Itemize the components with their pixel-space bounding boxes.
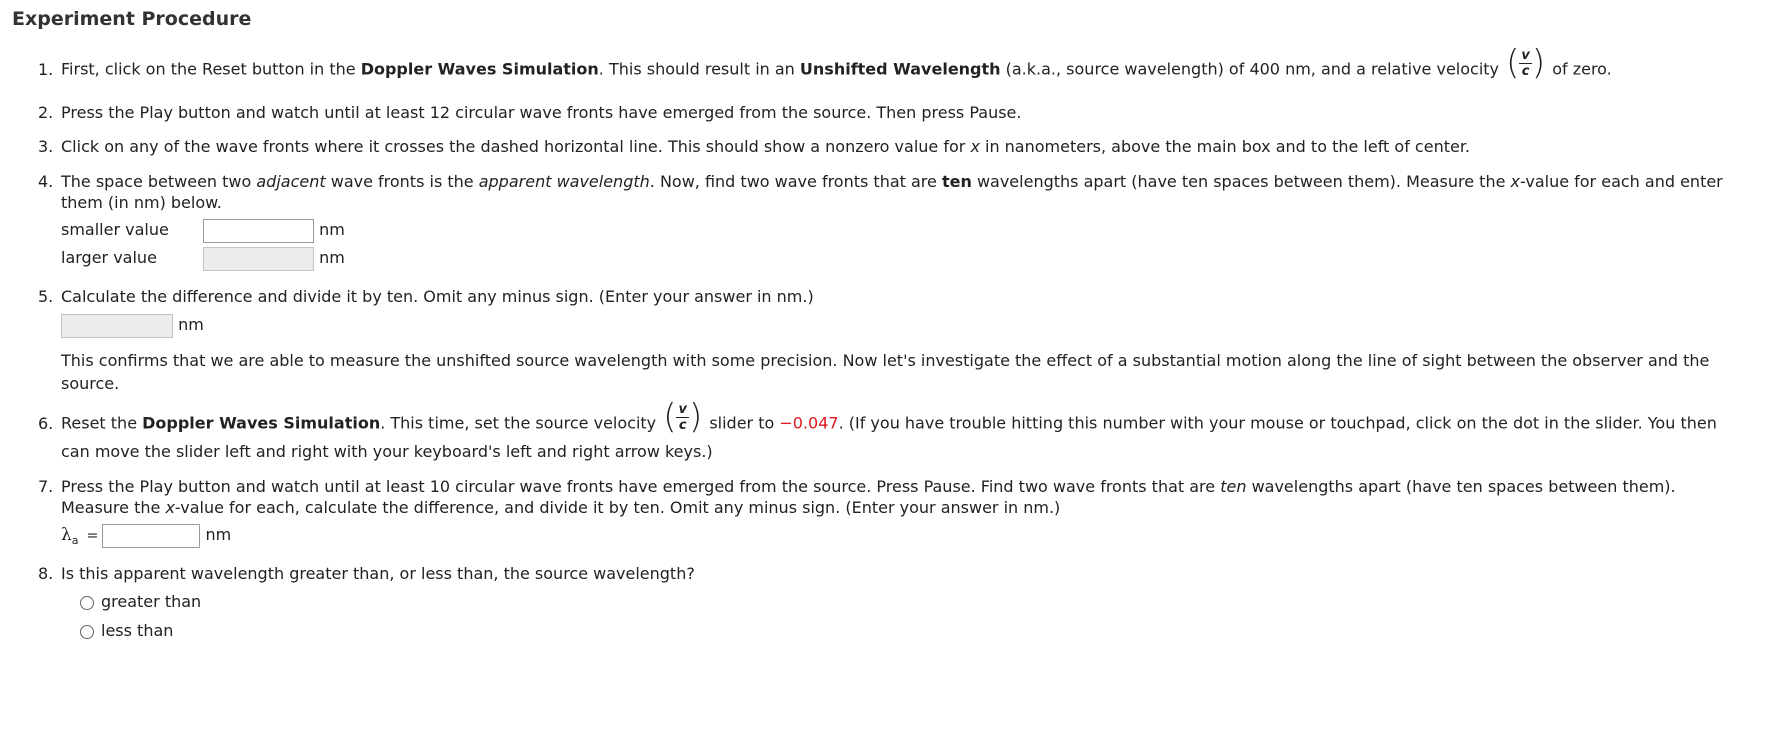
step-1: 1. First, click on the Reset button in the Doppler Waves Simulation. This should result in an Unshifted Wavelength (a.k.a., source wavelength) of 400 nm, and a relative velocity ( $\frac{v}{c}$ ) of zero. <box>38 43 1612 83</box>
radio-greater-than[interactable] <box>80 596 94 610</box>
difference-row <box>61 313 204 338</box>
v-over-c-fraction: ( $\frac{v}{c}$ ) <box>663 397 703 437</box>
unit-label: nm <box>319 248 345 267</box>
larger-value-input[interactable] <box>203 247 314 271</box>
option-greater-than[interactable]: greater than <box>80 590 201 613</box>
step-4: 4. The space between two adjacent wave fronts is the apparent wavelength. Now, find two wave fronts that are ten wavelengths apart (have ten spaces between them). Measure the x-value for each and enter <box>38 172 1723 191</box>
step-7: 7. Press the Play button and watch until at least 10 circular wave fronts have emerged from the source. Press Pause. Find two wave fronts that are ten wavelengths apart (have ten spaces between them). <box>38 477 1676 496</box>
step-3: 3. Click on any of the wave fronts where it crosses the dashed horizontal line. This should show a nonzero value for x in nanometers, above the main box and to the left of center. <box>38 137 1471 156</box>
option-less-than[interactable]: less than <box>80 619 173 642</box>
smaller-value-label: smaller value <box>61 220 169 239</box>
smaller-value-input[interactable] <box>203 219 314 243</box>
sim-name: Doppler Waves Simulation <box>360 59 599 79</box>
smaller-value-row <box>61 218 345 243</box>
target-velocity-value: −0.047 <box>779 413 839 433</box>
larger-value-row <box>61 246 345 271</box>
step-4-line2: them (in nm) below. <box>61 193 222 212</box>
difference-input[interactable] <box>61 314 173 338</box>
lambda-symbol: λ <box>61 525 72 545</box>
step-number: 1. <box>38 59 54 79</box>
radio-less-than[interactable] <box>80 625 94 639</box>
unit-label: nm <box>205 525 232 544</box>
step-5: 5. Calculate the difference and divide it by ten. Omit any minus sign. (Enter your answer in nm.) <box>38 287 814 306</box>
step-6: 6. Reset the Doppler Waves Simulation. This time, set the source velocity ( $\frac{v}{c}$ ) slider to −0.047. (If you have trouble hitting this number with your mouse or touchpad, click on the dot in the slider. You then <box>38 397 1717 437</box>
step-6-line2: can move the slider left and right with your keyboard's left and right arrow keys.) <box>61 442 713 461</box>
unit-label: nm <box>178 315 204 334</box>
v-over-c-fraction: ( $\frac{v}{c}$ ) <box>1506 43 1546 83</box>
lambda-a-input[interactable] <box>102 524 200 548</box>
step-2: 2. Press the Play button and watch until at least 12 circular wave fronts have emerged from the source. Then press Pause. <box>38 103 1022 122</box>
unshifted-wavelength-label: Unshifted Wavelength <box>799 59 1001 79</box>
sim-name: Doppler Waves Simulation <box>142 413 381 433</box>
page-title: Experiment Procedure <box>12 8 252 30</box>
unit-label: nm <box>319 220 345 239</box>
step-8: 8. Is this apparent wavelength greater than, or less than, the source wavelength? <box>38 564 695 583</box>
larger-value-label: larger value <box>61 248 157 267</box>
step-7-line2: Measure the x-value for each, calculate the difference, and divide it by ten. Omit any minus sign. (Enter your answer in nm.) <box>61 498 1061 517</box>
confirm-text: This confirms that we are able to measure the unshifted source wavelength with some precision. Now let's investigate the effect of a substantial motion along the line of sight between the observer and the source. <box>61 351 1710 393</box>
lambda-a-row: $\lambda_a$ = nm <box>61 525 232 547</box>
